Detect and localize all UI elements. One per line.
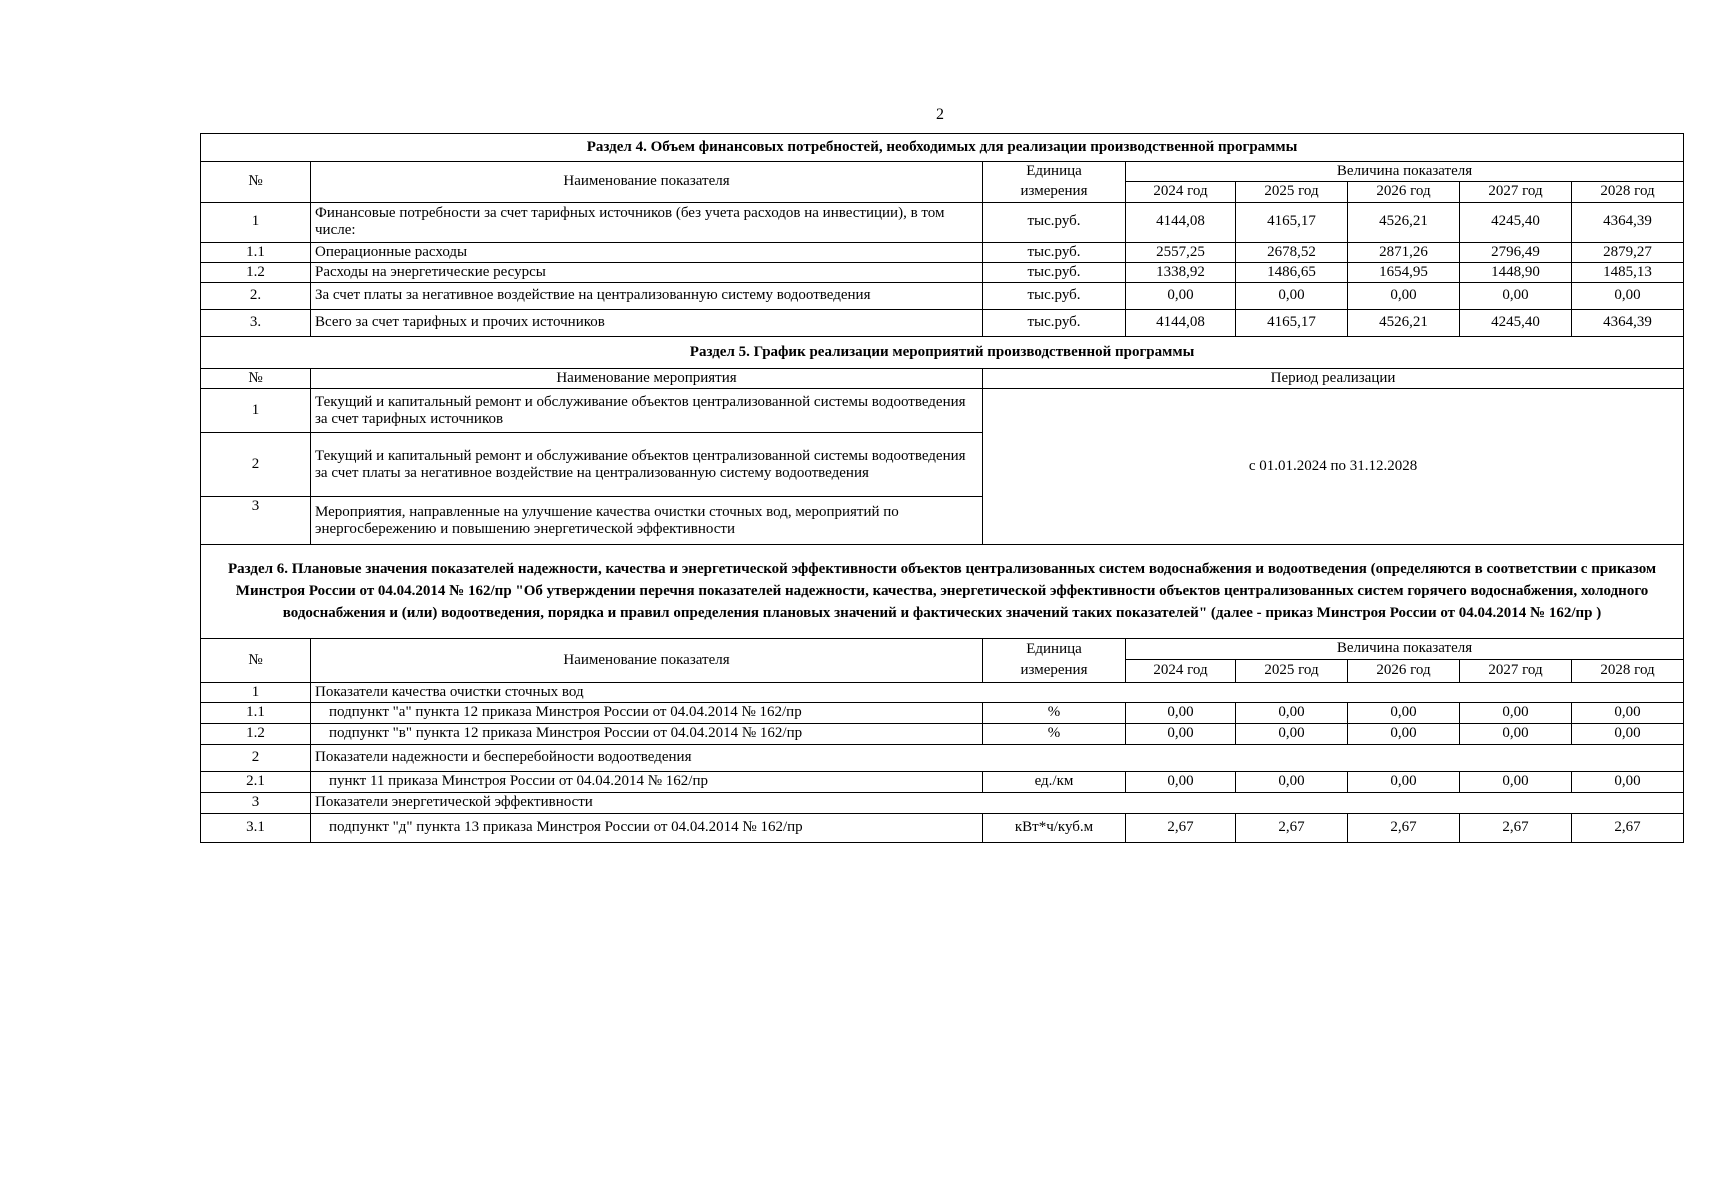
s6-header-value-group: Величина показателя: [1126, 639, 1684, 659]
row-value: 0,00: [1572, 771, 1684, 792]
row-value: 0,00: [1460, 702, 1572, 723]
row-value: 2678,52: [1236, 242, 1348, 262]
row-name: Текущий и капитальный ремонт и обслуживание объектов централизованной системы водоотведения за счет тарифных источников: [311, 389, 983, 433]
table-row: [201, 702, 1684, 723]
s6-header-num: №: [201, 639, 311, 682]
row-name: Всего за счет тарифных и прочих источников: [311, 310, 983, 337]
row-value: 0,00: [1126, 723, 1236, 744]
row-value: 0,00: [1126, 702, 1236, 723]
row-num: 1.2: [201, 723, 311, 744]
s6-header-year: 2026 год: [1348, 659, 1460, 682]
row-value: 0,00: [1236, 771, 1348, 792]
row-num: 1.1: [201, 242, 311, 262]
row-value: 4245,40: [1460, 202, 1572, 242]
row-name: пункт 11 приказа Минстроя России от 04.04.2014 № 162/пр: [311, 771, 983, 792]
row-value: 0,00: [1236, 702, 1348, 723]
s4-header-year: 2027 год: [1460, 182, 1572, 202]
table-row: [201, 310, 1684, 337]
section4-title: Раздел 4. Объем финансовых потребностей, необходимых для реализации производственной программы: [201, 134, 1684, 162]
row-value: 4245,40: [1460, 310, 1572, 337]
row-name: За счет платы за негативное воздействие на централизованную систему водоотведения: [311, 283, 983, 310]
table-row: [201, 744, 1684, 771]
row-num: 2.1: [201, 771, 311, 792]
s6-header-year: 2025 год: [1236, 659, 1348, 682]
row-unit: тыс.руб.: [983, 202, 1126, 242]
implementation-period: с 01.01.2024 по 31.12.2028: [983, 389, 1684, 545]
row-value: 0,00: [1348, 723, 1460, 744]
row-value: 4165,17: [1236, 202, 1348, 242]
s5-header-name: Наименование мероприятия: [311, 369, 983, 389]
row-value: 2557,25: [1126, 242, 1236, 262]
row-value: 0,00: [1572, 702, 1684, 723]
row-value: 0,00: [1348, 771, 1460, 792]
row-value: 1486,65: [1236, 262, 1348, 282]
row-num: 1: [201, 682, 311, 702]
row-num: 1: [201, 202, 311, 242]
s4-header-year: 2024 год: [1126, 182, 1236, 202]
production-program-table: [200, 133, 1684, 843]
row-value: 2,67: [1126, 813, 1236, 842]
row-value: 2796,49: [1460, 242, 1572, 262]
s5-header-num: №: [201, 369, 311, 389]
row-value: 4165,17: [1236, 310, 1348, 337]
s4-header-year: 2026 год: [1348, 182, 1460, 202]
s4-header-year: 2028 год: [1572, 182, 1684, 202]
row-value: 2,67: [1348, 813, 1460, 842]
row-name: Расходы на энергетические ресурсы: [311, 262, 983, 282]
s6-header-name: Наименование показателя: [311, 639, 983, 682]
row-name: Финансовые потребности за счет тарифных источников (без учета расходов на инвестиции), в том числе:: [311, 202, 983, 242]
row-num: 3: [201, 497, 311, 545]
row-value: 0,00: [1460, 723, 1572, 744]
table-row: [201, 389, 1684, 433]
group-name: Показатели энергетической эффективности: [311, 792, 1684, 813]
table-row: [201, 723, 1684, 744]
s6-header-unit-line1: Единица: [983, 639, 1126, 659]
group-name: Показатели качества очистки сточных вод: [311, 682, 1684, 702]
row-value: 4526,21: [1348, 202, 1460, 242]
table-row: [201, 813, 1684, 842]
row-value: 2,67: [1572, 813, 1684, 842]
s6-header-year: 2027 год: [1460, 659, 1572, 682]
row-num: 3: [201, 792, 311, 813]
row-value: 0,00: [1572, 723, 1684, 744]
section5-title: Раздел 5. График реализации мероприятий производственной программы: [201, 337, 1684, 369]
row-value: 0,00: [1460, 771, 1572, 792]
row-name: Текущий и капитальный ремонт и обслуживание объектов централизованной системы водоотведения за счет платы за негативное воздействие на централизованную систему водоотведения: [311, 433, 983, 497]
table-row: [201, 283, 1684, 310]
row-value: 0,00: [1348, 702, 1460, 723]
row-num: 3.1: [201, 813, 311, 842]
row-value: 1448,90: [1460, 262, 1572, 282]
row-unit: %: [983, 702, 1126, 723]
row-value: 0,00: [1572, 283, 1684, 310]
row-num: 1.1: [201, 702, 311, 723]
s4-header-value-group: Величина показателя: [1126, 162, 1684, 182]
row-value: 0,00: [1348, 283, 1460, 310]
s6-header-year: 2024 год: [1126, 659, 1236, 682]
row-value: 4364,39: [1572, 310, 1684, 337]
section6-title: Раздел 6. Плановые значения показателей надежности, качества и энергетической эффективности объектов централизованных систем водоснабжения и водоотведения (определяются в соответствии с приказом Минстроя России от 04.04.2014 № 162/пр "Об утверждении перечня показателей надежности, качества, энергетической эффективности объектов централизованных систем горячего водоснабжения, холодного водоснабжения и (или) водоотведения, порядка и правил определения плановых значений и фактических значений таких показателей" (далее - приказ Минстроя России от 04.04.2014 № 162/пр ): [201, 545, 1684, 639]
row-value: 4144,08: [1126, 310, 1236, 337]
table-row: [201, 202, 1684, 242]
s4-header-unit-line1: Единица: [983, 162, 1126, 182]
row-value: 0,00: [1460, 283, 1572, 310]
table-row: [201, 242, 1684, 262]
row-value: 1654,95: [1348, 262, 1460, 282]
row-name: подпункт "а" пункта 12 приказа Минстроя России от 04.04.2014 № 162/пр: [311, 702, 983, 723]
s4-header-unit-line2: измерения: [983, 182, 1126, 202]
row-unit: тыс.руб.: [983, 310, 1126, 337]
table-row: [201, 792, 1684, 813]
s4-header-num: №: [201, 162, 311, 203]
row-unit: тыс.руб.: [983, 242, 1126, 262]
row-name: Мероприятия, направленные на улучшение качества очистки сточных вод, мероприятий по энергосбережению и повышению энергетической эффективности: [311, 497, 983, 545]
row-value: 4526,21: [1348, 310, 1460, 337]
table-row: [201, 682, 1684, 702]
row-value: 2879,27: [1572, 242, 1684, 262]
row-value: 2,67: [1236, 813, 1348, 842]
row-num: 2: [201, 433, 311, 497]
table-row: [201, 771, 1684, 792]
row-num: 1.2: [201, 262, 311, 282]
row-num: 2: [201, 744, 311, 771]
row-num: 3.: [201, 310, 311, 337]
row-num: 2.: [201, 283, 311, 310]
page-number: 2: [936, 106, 944, 123]
row-value: 0,00: [1126, 283, 1236, 310]
row-name: Операционные расходы: [311, 242, 983, 262]
row-value: 2,67: [1460, 813, 1572, 842]
row-unit: тыс.руб.: [983, 283, 1126, 310]
group-name: Показатели надежности и бесперебойности водоотведения: [311, 744, 1684, 771]
s4-header-year: 2025 год: [1236, 182, 1348, 202]
row-num: 1: [201, 389, 311, 433]
row-unit: %: [983, 723, 1126, 744]
row-unit: ед./км: [983, 771, 1126, 792]
row-name: подпункт "в" пункта 12 приказа Минстроя России от 04.04.2014 № 162/пр: [311, 723, 983, 744]
s4-header-name: Наименование показателя: [311, 162, 983, 203]
row-value: 1338,92: [1126, 262, 1236, 282]
row-unit: кВт*ч/куб.м: [983, 813, 1126, 842]
s6-header-year: 2028 год: [1572, 659, 1684, 682]
row-value: 0,00: [1236, 283, 1348, 310]
row-value: 2871,26: [1348, 242, 1460, 262]
row-value: 1485,13: [1572, 262, 1684, 282]
row-value: 0,00: [1236, 723, 1348, 744]
s6-header-unit-line2: измерения: [983, 659, 1126, 682]
table-row: [201, 262, 1684, 282]
s5-header-period: Период реализации: [983, 369, 1684, 389]
row-value: 4364,39: [1572, 202, 1684, 242]
row-value: 4144,08: [1126, 202, 1236, 242]
row-value: 0,00: [1126, 771, 1236, 792]
row-unit: тыс.руб.: [983, 262, 1126, 282]
row-name: подпункт "д" пункта 13 приказа Минстроя России от 04.04.2014 № 162/пр: [311, 813, 983, 842]
